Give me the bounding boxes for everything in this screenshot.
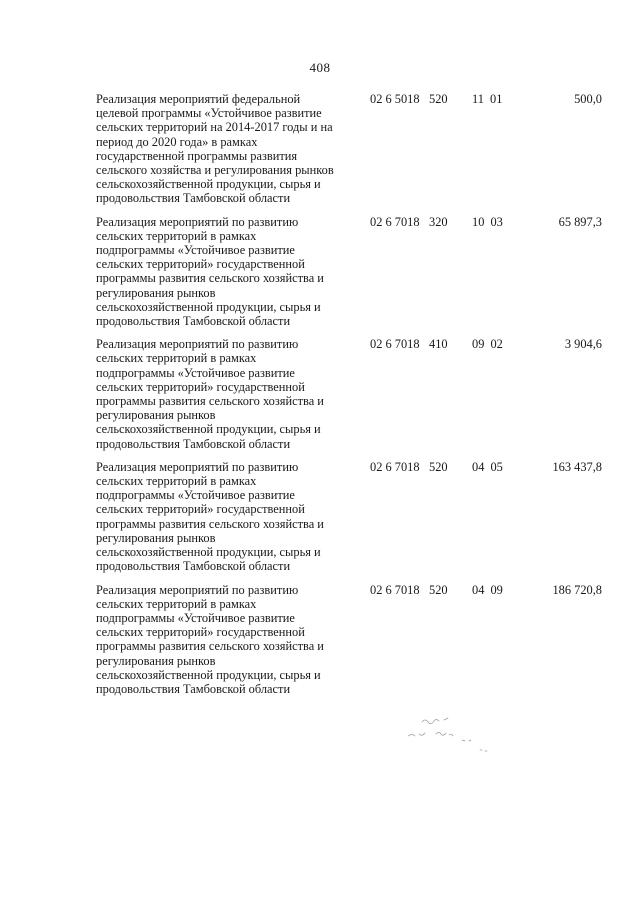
row-target-code: 02 6 7018	[370, 459, 420, 474]
row-amount: 500,0	[574, 92, 602, 106]
row-section: 09 02	[472, 337, 503, 352]
table-row	[96, 583, 606, 697]
row-description: Реализация мероприятий по развитию сельских территорий в рамках подпрограммы «Устойчивое развитие сельских территорий» государственной программы развития сельского хозяйства и регулирования рынков сельскохозяйственной продукции, сырья и продовольствия Тамбовской области	[96, 582, 324, 696]
row-target-code: 02 6 7018	[370, 582, 420, 597]
page-number: 408	[309, 60, 331, 75]
row-target-code: 02 6 7018	[370, 337, 420, 352]
row-section: 04 09	[472, 582, 503, 597]
table-row	[96, 215, 606, 329]
row-amount: 163 437,8	[552, 459, 602, 474]
row-description: Реализация мероприятий федеральной целевой программы «Устойчивое развитие сельских территорий на 2014-2017 годы и на период до 2020 года» в рамках государственной программы развития сельского хозяйства и регулирования рынков сельскохозяйственной продукции, сырья и продовольствия Тамбовской области	[96, 92, 334, 206]
table-row	[96, 337, 606, 451]
row-section: 10 03	[472, 214, 503, 229]
row-description: Реализация мероприятий по развитию сельских территорий в рамках подпрограммы «Устойчивое развитие сельских территорий» государственной программы развития сельского хозяйства и регулирования рынков сельскохозяйственной продукции, сырья и продовольствия Тамбовской области	[96, 337, 324, 451]
row-expense-type: 520	[429, 92, 448, 106]
row-description: Реализация мероприятий по развитию сельских территорий в рамках подпрограммы «Устойчивое развитие сельских территорий» государственной программы развития сельского хозяйства и регулирования рынков сельскохозяйственной продукции, сырья и продовольствия Тамбовской области	[96, 214, 324, 329]
row-amount: 186 720,8	[552, 582, 602, 597]
row-description: Реализация мероприятий по развитию сельских территорий в рамках подпрограммы «Устойчивое развитие сельских территорий» государственной программы развития сельского хозяйства и регулирования рынков сельскохозяйственной продукции, сырья и продовольствия Тамбовской области	[96, 459, 324, 574]
table-row	[96, 92, 606, 206]
scan-artifact	[392, 700, 512, 760]
row-target-code: 02 6 5018	[370, 92, 420, 106]
row-expense-type: 520	[429, 459, 448, 474]
row-expense-type: 410	[429, 337, 448, 352]
row-expense-type: 320	[429, 214, 448, 229]
row-section: 04 05	[472, 459, 503, 474]
row-expense-type: 520	[429, 582, 448, 597]
row-section: 11 01	[472, 92, 503, 106]
budget-table	[96, 92, 606, 705]
row-target-code: 02 6 7018	[370, 214, 420, 229]
row-amount: 65 897,3	[558, 214, 602, 229]
table-row	[96, 460, 606, 574]
row-amount: 3 904,6	[564, 337, 602, 352]
